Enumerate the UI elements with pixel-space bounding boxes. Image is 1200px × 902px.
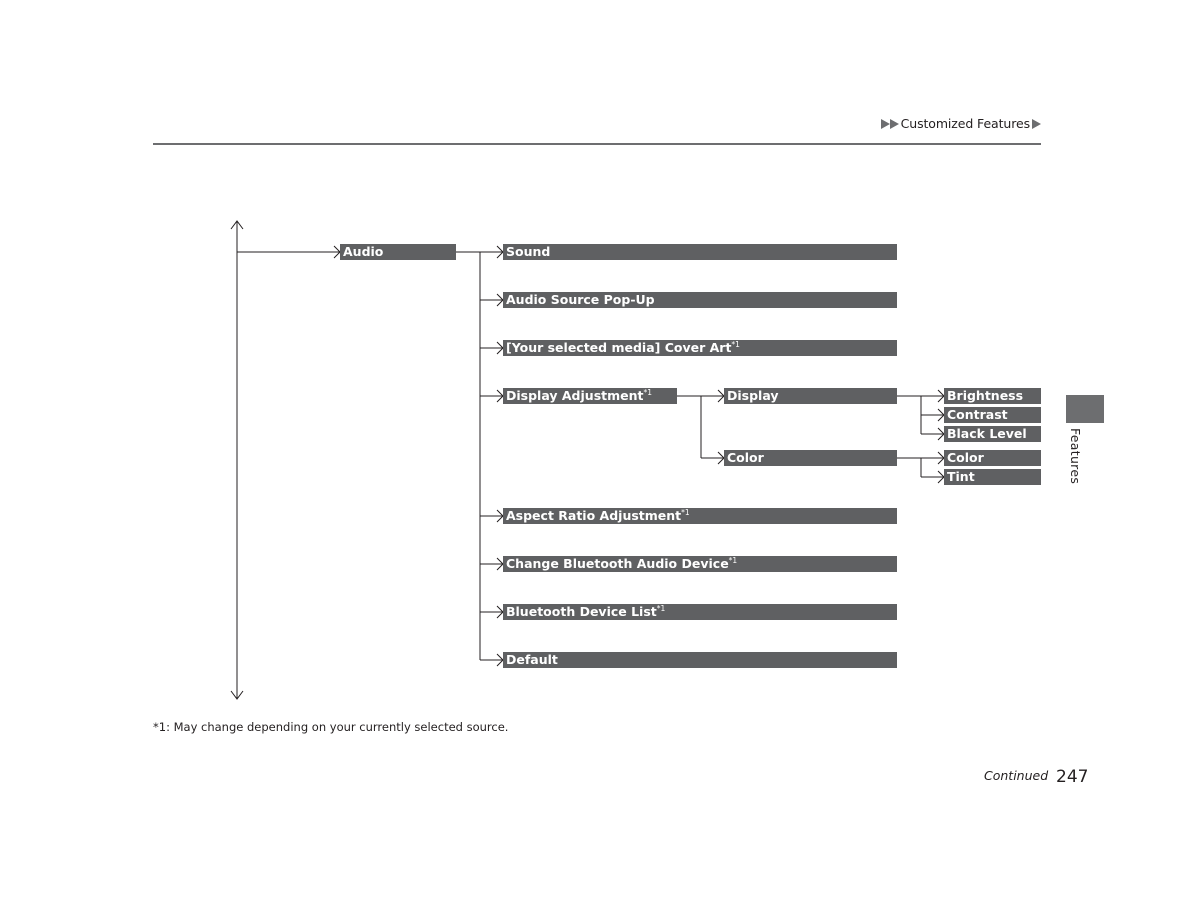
section-tab-marker bbox=[1066, 395, 1104, 423]
menu-item-label: Aspect Ratio Adjustment bbox=[506, 508, 682, 523]
menu-item-label: Display Adjustment bbox=[506, 388, 644, 403]
menu-item-label: Contrast bbox=[947, 407, 1008, 422]
breadcrumb-label: Customized Features bbox=[900, 116, 1030, 131]
menu-item-label: Change Bluetooth Audio Device bbox=[506, 556, 729, 571]
menu-item-contrast bbox=[944, 407, 1041, 423]
menu-item-aspect-ratio bbox=[503, 508, 897, 524]
footnote-marker: *1 bbox=[656, 604, 666, 613]
menu-item-cover-art bbox=[503, 340, 897, 356]
menu-item-label: [Your selected media] Cover Art bbox=[506, 340, 732, 355]
audio-child-connectors bbox=[480, 246, 503, 666]
menu-item-label: Audio Source Pop-Up bbox=[506, 292, 655, 307]
menu-item-color-sub bbox=[944, 450, 1041, 466]
footnote-marker: *1 bbox=[643, 388, 653, 397]
menu-item-tint bbox=[944, 469, 1041, 485]
menu-item-label: Default bbox=[506, 652, 558, 667]
menu-item-label: Color bbox=[727, 450, 764, 465]
menu-item-sound bbox=[503, 244, 897, 260]
menu-item-label: Brightness bbox=[947, 388, 1024, 403]
menu-item-audio-source-popup bbox=[503, 292, 897, 308]
menu-item-label: Bluetooth Device List bbox=[506, 604, 657, 619]
page-number: 247 bbox=[1056, 767, 1089, 787]
menu-item-label: Audio bbox=[343, 244, 384, 259]
menu-item-label: Sound bbox=[506, 244, 551, 259]
menu-item-brightness bbox=[944, 388, 1041, 404]
menu-item-change-bt-device bbox=[503, 556, 897, 572]
continued-label: Continued bbox=[984, 768, 1049, 783]
menu-item-label: Display bbox=[727, 388, 779, 403]
menu-item-bt-device-list bbox=[503, 604, 897, 620]
section-tab-label: Features bbox=[1068, 428, 1083, 485]
menu-item-display-adjustment bbox=[503, 388, 677, 404]
menu-item-label: Black Level bbox=[947, 426, 1027, 441]
footnote: *1: May change depending on your currently selected source. bbox=[153, 720, 509, 734]
menu-item-label: Color bbox=[947, 450, 984, 465]
menu-item-label: Tint bbox=[947, 469, 975, 484]
menu-item-audio bbox=[340, 244, 456, 260]
menu-item-display bbox=[724, 388, 897, 404]
footnote-marker: *1 bbox=[728, 556, 738, 565]
menu-item-color bbox=[724, 450, 897, 466]
footnote-marker: *1 bbox=[681, 508, 690, 517]
menu-item-black-level bbox=[944, 426, 1041, 442]
footnote-marker: *1 bbox=[731, 340, 740, 349]
menu-item-default bbox=[503, 652, 897, 668]
